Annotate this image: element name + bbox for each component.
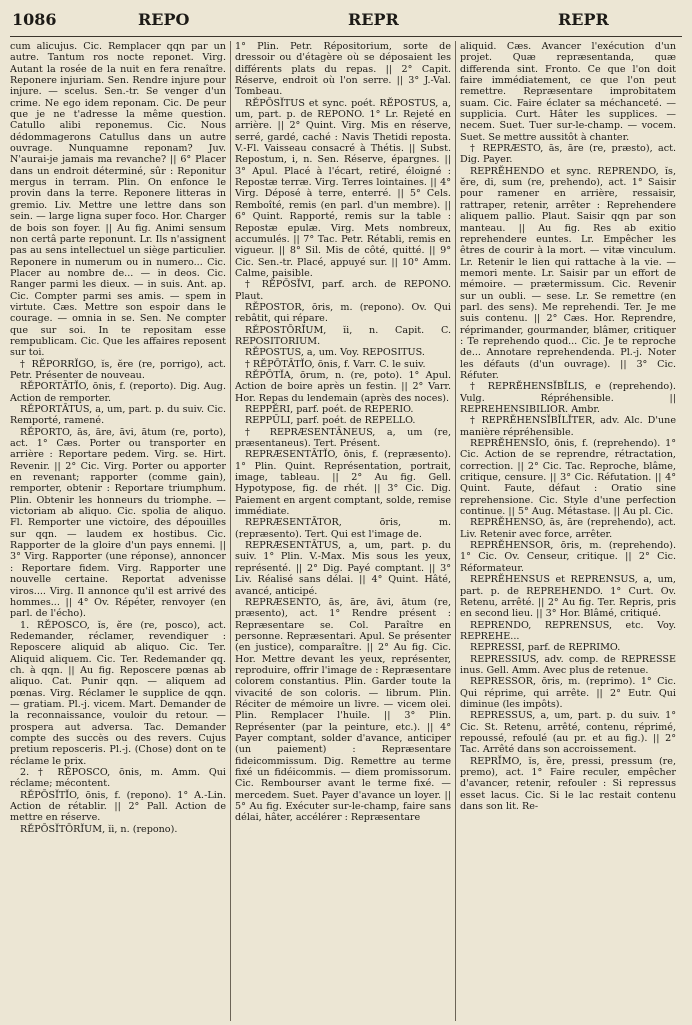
dictionary-entry: REPRĬMO, ĭs, ĕre, pressi, pressum (re, premo), act. 1° Faire reculer, empêcher d'avancer, retenir, refouler : Si repressus esset lacus. Cic. Si le lac restait contenu dans son lit. Re- [460, 755, 676, 813]
dictionary-entry: † REPRÆSTO, ās, āre (re, præsto), act. Dig. Payer. [460, 143, 676, 166]
column-1 [10, 41, 226, 1021]
page-number: 1086 [12, 10, 57, 29]
dictionary-entry: REPRÆSENTĀTĬO, ōnis, f. (repræsento). 1° Plin. Quint. Représentation, portrait, image, tableau. || 2° Au fig. Gell. Hypotypose, fig. de rhét. || 3° Cic. Dig. Paiement en argent comptant, solde, remise immédiate. [235, 449, 451, 518]
dictionary-entry: † REPRÆSENTĀNEUS, a, um (re, præsentaneus). Tert. Présent. [235, 426, 451, 450]
dictionary-entry: cum alicujus. Cic. Remplacer qqn par un autre. Tantum ros nocte reponet. Virg. Autant la rosée de la nuit en fera renaître. Reponere injuriam. Sen. Rendre injure pour injure. — scelus. Sen.-tr. Se venger d'un crime. Ne ego idem reponam. Cic. De peur que je ne t'adresse la même question. Catullo alibi reponemus. Cic. Nous dédommagerons Catullus dans un autre ouvrage. Nunquamne reponam? Juv. N'aurai-je jamais ma revanche? || 6° Placer dans un endroit déterminé, sûr : Reponitur mergus in terram. Plin. On enfonce le provin dans la terre. Reponere litteras in gremio. Liv. Mettre une lettre dans son sein. — large ligna super foco. Hor. Charger de bois son foyer. || Au fig. Animi sensum non certâ parte reponunt. Lr. Ils n'assignent pas au sens intellectuel un siège particulier. Reponere in numerum ou in numero... Cic. Placer au nombre de... — in deos. Cic. Ranger parmi les dieux. — in suis. Ant. ap. Cic. Compter parmi ses amis. — spem in virtute. Cæs. Mettre son espoir dans le courage. — omnia in se. Sen. Ne compter que sur soi. In te repositam esse rempublicam. Cic. Que les affaires reposent sur toi. [10, 41, 226, 359]
dictionary-entry: aliquid. Cæs. Avancer l'exécution d'un projet. Quæ repræsentanda, quæ differenda sint. Fronto. Ce que l'on doit faire immédiatement, ce que l'on peut remettre. Repræsentare improbitatem suam. Cic. Faire éclater sa méchanceté. — supplicia. Curt. Hâter les supplices. — necem. Suet. Tuer sur-le-champ. — vocem. Suet. Se mettre aussitôt à chanter. [460, 41, 676, 143]
dictionary-entry: † RĔPŌTĀTĬO, ōnis, f. Varr. C. le suiv. [245, 358, 426, 370]
dictionary-entry: REPRĔHENSUS et REPRENSUS, a, um, part. p. de REPREHENDO. 1° Curt. Ov. Retenu, arrêté. || 2° Au fig. Ter. Repris, pris en second lieu. || 3° Hor. Blâmé, critiqué. [460, 574, 676, 620]
dictionary-entry: RĔPORTĀTUS, a, um, part. p. du suiv. Cic. Remporté, ramené. [10, 404, 226, 427]
dictionary-entry: REPRÆSENTO, ās, āre, āvi, ātum (re, præsento), act. 1° Rendre présent : Repræsentare se. Col. Paraître en personne. Repræsentari. Apul. Se présenter (en justice), comparaître. || 2° Au fig. Cic. Hor. Mettre devant les yeux, représenter, reproduire, offrir l'image de : Repræsentare colorem constantius. Plin. Garder toute la vivacité de son coloris. — librum. Plin. Réciter de mémoire un livre. — vicem olei. Plin. Remplacer l'huile. || 3° Plin. Représenter (par la peinture, etc.). || 4° Payer comptant, solder d'avance, anticiper (un paiement) : Repræsentare fideicommissum. Dig. Remettre au terme fixé un fidéicommis. — diem promissorum. Cic. Rembourser avant le terme fixé. — mercedem. Suet. Payer d'avance un loyer. || 5° Au fig. Exécuter sur-le-champ, faire sans délai, hâter, accélérer : Repræsentare [235, 596, 451, 824]
dictionary-entry: REPRENDO, REPRENSUS, etc. Voy. REPREHE... [460, 619, 676, 642]
dictionary-entry: REPPŬLI, parf. poét. de REPELLO. [245, 415, 416, 427]
running-head-center: REPR [348, 10, 399, 29]
dictionary-entry: REPRĔHENSOR, ōris, m. (reprehendo). 1° Cic. Ov. Censeur, critique. || 2° Cic. Réformateur. [460, 540, 676, 574]
dictionary-entry: † RĔPORRĬGO, ĭs, ĕre (re, porrigo), act. Petr. Présenter de nouveau. [10, 358, 226, 381]
dictionary-entry: † RĔPŌSĬVI, parf. arch. de REPONO. Plaut. [235, 279, 451, 302]
column-rule [455, 41, 456, 1021]
column-2 [235, 41, 451, 1021]
dictionary-entry: RĔPŌTĬA, ōrum, n. (re, poto). 1° Apul. Action de boire après un festin. || 2° Varr. Hor. Repas du lendemain (après des noces). [235, 369, 451, 404]
dictionary-entry: RĔPŌSĬTŌRĬUM, ĭi, n. (repono). [20, 823, 178, 835]
dictionary-entry: † REPRĔHENSĬBĬLIS, e (reprehendo). Vulg. Répréhensible. || REPREHENSIBILIOR. Ambr. [460, 381, 676, 415]
dictionary-entry: REPRESSIUS, adv. comp. de REPRESSE inus. Gell. Amm. Avec plus de retenue. [460, 653, 676, 676]
dictionary-entry: 1° Plin. Petr. Répositorium, sorte de dressoir ou d'étagère où se déposaient les différents plats du repas. || 2° Capit. Réserve, endroit où l'on serre. || 3° J.-Val. Tombeau. [235, 41, 451, 98]
column-3 [460, 41, 676, 1021]
dictionary-entry: † REPRĔHENSĬBĬLĬTER, adv. Alc. D'une manière répréhensible. [460, 415, 676, 438]
dictionary-entry: RĔPOSTUS, a, um. Voy. REPOSITUS. [245, 347, 425, 359]
column-rule [230, 41, 231, 1021]
running-head-right: REPR [558, 10, 609, 29]
dictionary-entry: 2. † RĔPOSCO, ōnis, m. Amm. Qui réclame; mécontent. [10, 767, 226, 790]
dictionary-entry: REPRĔHENDO et sync. REPRENDO, ĭs, ĕre, di, sum (re, prehendo), act. 1° Saisir pour ramener en arrière, ressaisir, rattraper, retenir, arrêter : Reprehendere aliquem pallio. Plaut. Saisir qqn par son manteau. || Au fig. Res ab exitio reprehendere euntes. Lr. Empêcher les êtres de courir à la mort. — vitæ vinculum. Lr. Retenir le lien qui rattache à la vie. — memori mente. Lr. Saisir par un effort de mémoire. — prætermissum. Cic. Revenir sur un oubli. — sese. Lr. Se remettre (en parl. des sens). Me reprehendi. Ter. Je me suis contenu. || 2° Cæs. Hor. Reprendre, réprimander, gourmander, blâmer, critiquer : Te reprehendo quod... Cic. Je te reproche de... Annotare reprehendenda. Pl.-j. Noter les défauts (d'un ouvrage). || 3° Cic. Réfuter. [460, 165, 676, 381]
dictionary-entry: REPPĔRI, parf. poét. de REPERIO. [245, 404, 414, 415]
dictionary-entry: RĔPORTĀTĬO, ōnis, f. (reporto). Dig. Aug. Action de remporter. [10, 381, 226, 404]
text-columns [10, 41, 682, 1021]
page-header [10, 6, 682, 37]
dictionary-entry: REPRESSI, parf. de REPRIMO. [470, 642, 621, 654]
dictionary-entry: REPRESSUS, a, um, part. p. du suiv. 1° Cic. St. Retenu, arrêté, contenu, réprimé, repoussé, refoulé (au pr. et au fig.). || 2° Tac. Arrêté dans son accroissement. [460, 710, 676, 756]
dictionary-entry: RĔPOSTOR, ōris, m. (repono). Ov. Qui rebâtit, qui répare. [235, 301, 451, 325]
dictionary-entry: REPRĔHENSO, ās, āre (reprehendo), act. Liv. Retenir avec force, arrêter. [460, 517, 676, 540]
dictionary-entry: RĔPŌSĬTĬO, ōnis, f. (repono). 1° A.-Lin. Action de rétablir. || 2° Pall. Action de mettre en réserve. [10, 789, 226, 824]
dictionary-entry: 1. RĔPOSCO, ĭs, ĕre (re, posco), act. Redemander, réclamer, revendiquer : Reposcere aliquid ab aliquo. Cic. Ter. Aliquid aliquem. Cic. Ter. Redemander qq. ch. à qqn. || Au fig. Reposcere pœnas ab aliquo. Cat. Punir qqn. — aliquem ad pœnas. Virg. Réclamer le supplice de qqn. — gratiam. Pl.-j. vicem. Mart. Demander de la reconnaissance, vouloir du retour. — prospera aut adversa. Tac. Demander compte des succès ou des revers. Cujus pretium reposceris. Pl.-j. (Chose) dont on te réclame le prix. [10, 619, 226, 767]
dictionary-entry: REPRĔHENSĬO, ōnis, f. (reprehendo). 1° Cic. Action de se reprendre, rétractation, correction. || 2° Cic. Tac. Reproche, blâme, critique, censure. || 3° Cic. Réfutation. || 4° Quint. Faute, défaut : Oratio sine reprehensione. Cic. Style d'une perfection continue. || 5° Aug. Métastase. || Au pl. Cic. [460, 438, 676, 518]
running-head-left: REPO [138, 10, 190, 29]
dictionary-entry: RĔPORTO, ās, āre, āvi, ātum (re, porto), act. 1° Cæs. Porter ou transporter en arrière : Reportare pedem. Virg. se. Hirt. Revenir. || 2° Cic. Virg. Porter ou apporter en revenant; rapporter (comme gain), remporter, obtenir : Reportare triumphum. Plin. Obtenir les honneurs du triomphe. — victoriam ab aliquo. Cic. spolia de aliquo. Fl. Remporter une victoire, des dépouilles sur qqn. — laudem ex hostibus. Cic. Rapporter de la gloire d'un pays ennemi. || 3° Virg. Rapporter (une réponse), annoncer : Reportare fidem. Virg. Rapporter une nouvelle certaine. Reportat advenisse viros.... Virg. Il annonce qu'il est arrivé des hommes... || 4° Ov. Répéter, renvoyer (en parl. de l'écho). [10, 426, 226, 620]
dictionary-entry: RĔPOSTŌRĬUM, ĭi, n. Capit. C. REPOSITORIUM. [235, 324, 451, 347]
dictionary-entry: REPRESSOR, ōris, m. (reprimo). 1° Cic. Qui réprime, qui arrête. || 2° Eutr. Qui diminue (les impôts). [460, 676, 676, 710]
dictionary-entry: REPRÆSENTĀTOR, ōris, m. (repræsento). Tert. Qui est l'image de. [235, 517, 451, 540]
dictionary-entry: RĔPŌSĬTUS et sync. poét. RĔPOSTUS, a, um, part. p. de REPONO. 1° Lr. Rejeté en arrière. || 2° Quint. Virg. Mis en réserve, serré, gardé, caché : Navis Thetidi reposta. V.-Fl. Vaisseau consacré à Thétis. || Subst. Repostum, i, n. Sen. Réserve, épargnes. || 3° Apul. Placé à l'écart, retiré, éloigné : Repostæ terræ. Virg. Terres lointaines. || 4° Virg. Déposé à terre, enterré. || 5° Cels. Remboîté, remis (en parl. d'un membre). || 6° Quint. Rapporté, remis sur la table : Repostæ epulæ. Virg. Mets nombreux, accumulés. || 7° Tac. Petr. Rétabli, remis en vigueur. || 8° Sil. Mis de côté, quitté. || 9° Cic. Sen.-tr. Placé, appuyé sur. || 10° Amm. Calme, paisible. [235, 97, 451, 279]
dictionary-entry: REPRÆSENTĀTUS, a, um, part. p. du suiv. 1° Plin. V.-Max. Mis sous les yeux, représenté. || 2° Dig. Payé comptant. || 3° Liv. Réalisé sans délai. || 4° Quint. Hâté, avancé, anticipé. [235, 540, 451, 597]
